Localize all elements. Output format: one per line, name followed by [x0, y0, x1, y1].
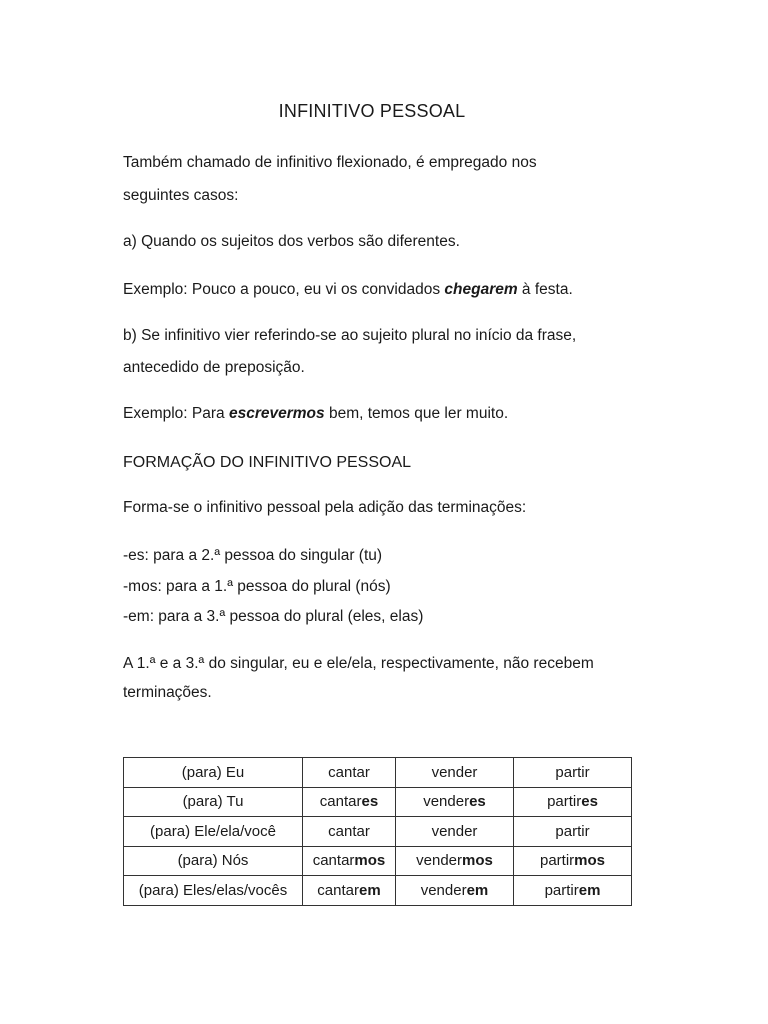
verb-stem: cantar	[328, 822, 370, 840]
conjugation-table-body	[124, 758, 632, 906]
example-2-emphasis: escrevermos	[228, 405, 325, 422]
conjugation-table	[123, 757, 632, 906]
table-row	[124, 787, 632, 817]
table-cell-verb	[303, 876, 396, 906]
ending-item: -em: para a 3.ª pessoa do plural (eles, elas)	[123, 608, 424, 625]
table-row	[124, 876, 632, 906]
table-cell-subject: (para) Eles/elas/vocês	[124, 876, 303, 906]
verb-ending: em	[578, 881, 601, 899]
table-cell-verb	[303, 787, 396, 817]
table-cell-subject: (para) Ele/ela/você	[124, 817, 303, 847]
verb-stem: vender	[431, 822, 478, 840]
table-row	[124, 846, 632, 876]
note-line-2: terminações.	[123, 684, 212, 701]
table-cell-verb	[396, 846, 514, 876]
example-2	[123, 398, 508, 430]
intro-line-1: Também chamado de infinitivo flexionado, é empregado nos	[123, 154, 537, 171]
verb-ending: es	[361, 793, 379, 811]
table-cell-verb	[303, 758, 396, 788]
verb-ending: mos	[574, 852, 606, 870]
table-cell-verb	[514, 787, 632, 817]
verb-stem: partir	[539, 852, 575, 870]
case-b-line-2: antecedido de preposição.	[123, 359, 305, 376]
verb-stem: vender	[420, 881, 467, 899]
example-1-after: à festa.	[517, 281, 573, 298]
case-b-line-1: b) Se infinitivo vier referindo-se ao sujeito plural no início da frase,	[123, 327, 577, 344]
verb-ending: em	[466, 881, 489, 899]
ending-item: -mos: para a 1.ª pessoa do plural (nós)	[123, 577, 391, 595]
ending-item: -es: para a 2.ª pessoa do singular (tu)	[123, 547, 383, 564]
table-cell-verb	[514, 876, 632, 906]
verb-stem: vender	[431, 763, 478, 781]
table-cell-verb	[396, 758, 514, 788]
table-cell-verb	[303, 846, 396, 876]
table-cell-verb	[514, 758, 632, 788]
example-2-before: Exemplo: Para	[123, 405, 229, 422]
verb-stem: partir	[547, 793, 582, 811]
section-subtitle: FORMAÇÃO DO INFINITIVO PESSOAL	[123, 454, 412, 471]
formation-text: Forma-se o infinitivo pessoal pela adição das terminações:	[123, 499, 527, 516]
verb-stem: partir	[555, 763, 590, 781]
verb-stem: cantar	[328, 763, 370, 781]
verb-ending: es	[469, 793, 486, 811]
verb-stem: cantar	[319, 793, 362, 811]
example-1-before: Exemplo: Pouco a pouco, eu vi os convidados	[123, 281, 445, 298]
table-cell-verb	[514, 846, 632, 876]
verb-ending: mos	[354, 852, 386, 870]
table-cell-verb	[514, 817, 632, 847]
example-1-emphasis: chegarem	[444, 281, 518, 298]
table-cell-subject: (para) Nós	[124, 846, 303, 876]
document-title: INFINITIVO PESSOAL	[278, 101, 466, 121]
verb-stem: vender	[416, 852, 463, 870]
verb-stem: vender	[423, 793, 470, 811]
case-a: a) Quando os sujeitos dos verbos são diferentes.	[123, 233, 460, 250]
example-1	[123, 274, 573, 306]
verb-ending: em	[359, 881, 381, 899]
example-2-after: bem, temos que ler muito.	[324, 405, 509, 422]
table-cell-verb	[396, 787, 514, 817]
verb-stem: partir	[544, 881, 579, 899]
intro-line-2: seguintes casos:	[123, 187, 239, 204]
verb-stem: cantar	[312, 852, 355, 870]
table-cell-subject: (para) Tu	[124, 787, 303, 817]
verb-stem: partir	[555, 822, 590, 840]
table-row	[124, 758, 632, 788]
table-cell-verb	[396, 876, 514, 906]
verb-ending: es	[581, 793, 598, 811]
verb-ending: mos	[462, 852, 493, 870]
table-cell-subject: (para) Eu	[124, 758, 303, 788]
table-cell-verb	[396, 817, 514, 847]
note-line-1: A 1.ª e a 3.ª do singular, eu e ele/ela, respectivamente, não recebem	[123, 655, 594, 672]
endings-list	[123, 541, 423, 633]
table-row	[124, 817, 632, 847]
table-cell-verb	[303, 817, 396, 847]
verb-stem: cantar	[317, 881, 359, 899]
